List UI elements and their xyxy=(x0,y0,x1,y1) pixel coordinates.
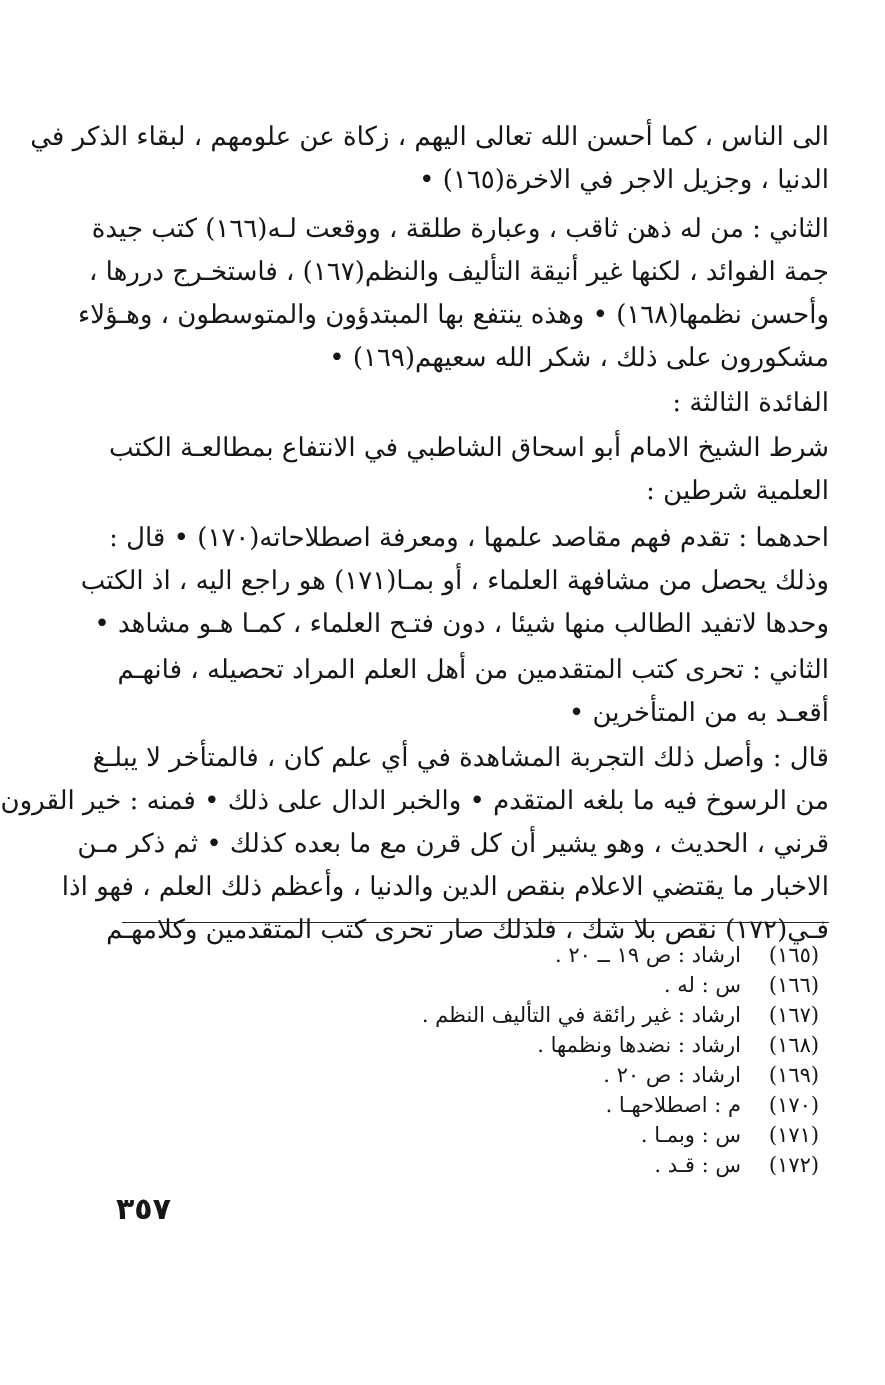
text-line: الثاني : تحرى كتب المتقدمين من أهل العلم المراد تحصيله ، فانهـم xyxy=(117,655,829,685)
footnote-number: (١٧٠) xyxy=(768,1093,820,1117)
footnote-text: س : وبمـا . xyxy=(640,1123,741,1147)
page-number: ٣٥٧ xyxy=(116,1192,171,1227)
text-line: الاخبار ما يقتضي الاعلام بنقص الدين والدنيا ، وأعظم ذلك العلم ، فهو اذا xyxy=(61,872,829,902)
footnote-number: (١٦٩) xyxy=(768,1063,820,1087)
footnote-number: (١٦٨) xyxy=(768,1033,820,1057)
footnote xyxy=(269,1150,829,1180)
text-line: فـي(١٧٢) نقص بلا شك ، فلذلك صار تحرى كتب المتقدمين وكلامهـم xyxy=(106,915,829,945)
footnote-text: ارشاد : ص ١٩ ــ ٢٠ . xyxy=(555,943,741,967)
footnote-number: (١٧٢) xyxy=(768,1153,820,1177)
footnote xyxy=(269,1090,829,1120)
footnotes xyxy=(269,940,829,1180)
footnote-text: م : اصطلاحهـا . xyxy=(605,1093,741,1117)
footnote-text: ارشاد : نضدها ونظمها . xyxy=(537,1033,741,1057)
section-heading: الفائدة الثالثة : xyxy=(672,388,829,418)
footnote xyxy=(269,970,829,1000)
text-line: احدهما : تقدم فهم مقاصد علمها ، ومعرفة اصطلاحاته(١٧٠) • قال : xyxy=(109,523,829,553)
footnote-text: س : قـد . xyxy=(654,1153,741,1177)
text-line: وأحسن نظمها(١٦٨) • وهذه ينتفع بها المبتدؤون والمتوسطون ، وهـؤلاء xyxy=(78,300,829,330)
footnote xyxy=(269,1060,829,1090)
footnote-number: (١٦٥) xyxy=(768,943,820,967)
text-line: جمة الفوائد ، لكنها غير أنيقة التأليف والنظم(١٦٧) ، فاستخـرج دررها ، xyxy=(89,257,829,287)
text-line: الثاني : من له ذهن ثاقب ، وعبارة طلقة ، ووقعت لـه(١٦٦) كتب جيدة xyxy=(91,214,829,244)
footnote-number: (١٧١) xyxy=(768,1123,820,1147)
footnote-number: (١٦٦) xyxy=(768,973,820,997)
footnote-text: ارشاد : غير رائقة في التأليف النظم . xyxy=(421,1003,741,1027)
footnote xyxy=(269,940,829,970)
body-text xyxy=(0,116,829,952)
text-line: شرط الشيخ الامام أبو اسحاق الشاطبي في الانتفاع بمطالعـة الكتب xyxy=(108,433,829,463)
footnote-divider xyxy=(122,922,829,923)
footnote xyxy=(269,1030,829,1060)
footnote-text: س : له . xyxy=(663,973,741,997)
text-line: من الرسوخ فيه ما بلغه المتقدم • والخبر الدال على ذلك • فمنه : خير القرون xyxy=(0,786,829,816)
footnote xyxy=(269,1000,829,1030)
text-line: وذلك يحصل من مشافهة العلماء ، أو بمـا(١٧١) هو راجع اليه ، اذ الكتب xyxy=(80,566,829,596)
footnote-text: ارشاد : ص ٢٠ . xyxy=(603,1063,741,1087)
text-line: العلمية شرطين : xyxy=(646,476,829,506)
text-line: وحدها لاتفيد الطالب منها شيئا ، دون فتـح العلماء ، كمـا هـو مشاهد • xyxy=(94,609,829,639)
text-line: أقعـد به من المتأخرين • xyxy=(568,698,829,728)
text-line: مشكورون على ذلك ، شكر الله سعيهم(١٦٩) • xyxy=(329,343,829,373)
text-line: قرني ، الحديث ، وهو يشير أن كل قرن مع ما بعده كذلك • ثم ذكر مـن xyxy=(77,829,829,859)
text-line: الدنيا ، وجزيل الاجر في الاخرة(١٦٥) • xyxy=(419,165,829,195)
footnote-number: (١٦٧) xyxy=(768,1003,820,1027)
footnote xyxy=(269,1120,829,1150)
text-line: قال : وأصل ذلك التجربة المشاهدة في أي علم كان ، فالمتأخر لا يبلـغ xyxy=(92,743,829,773)
text-line: الى الناس ، كما أحسن الله تعالى اليهم ، زكاة عن علومهم ، لبقاء الذكر في xyxy=(30,122,829,152)
